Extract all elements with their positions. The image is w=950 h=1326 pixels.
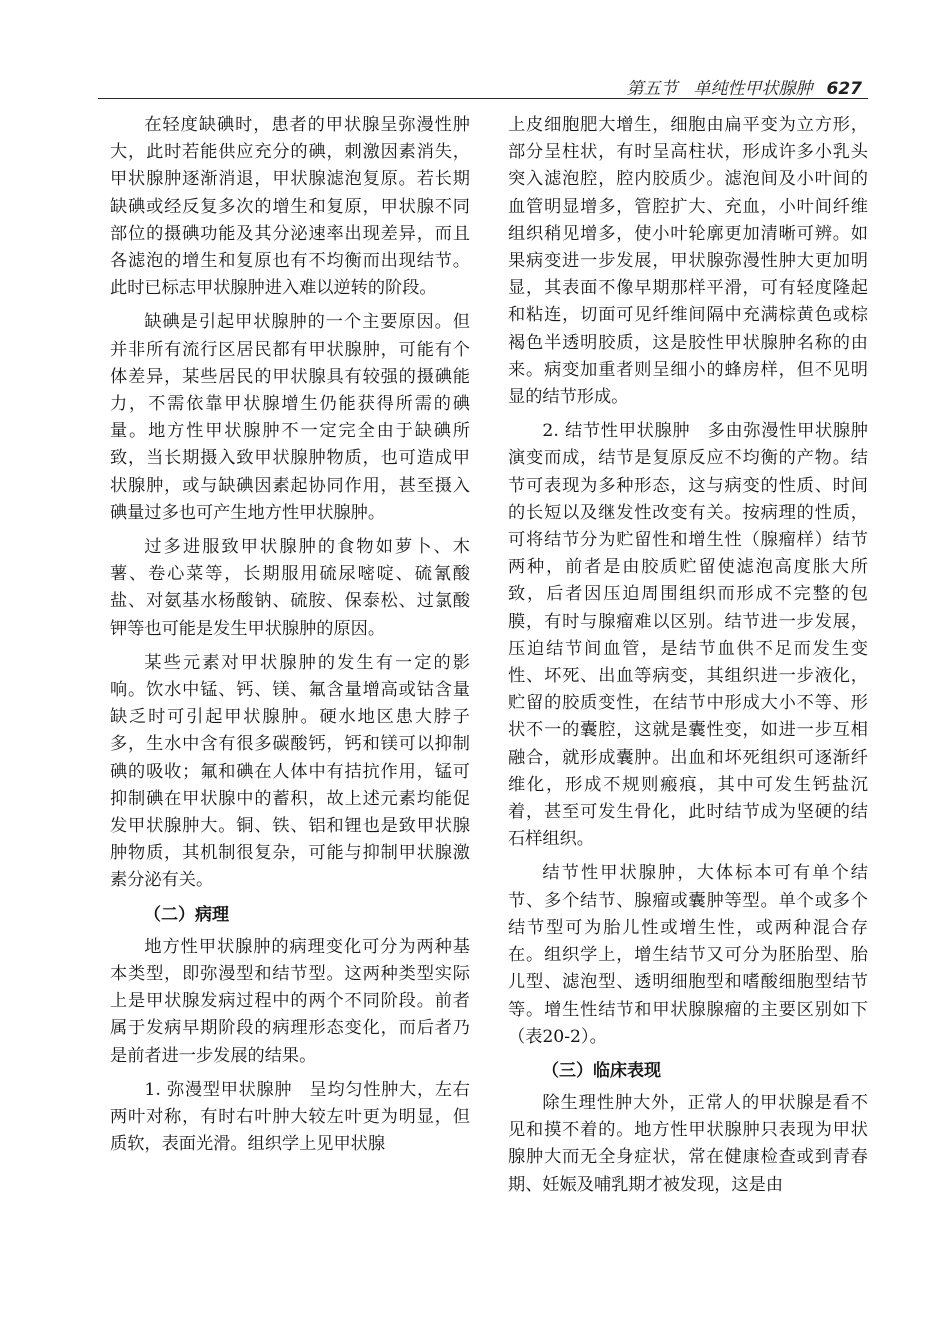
header-title: 单纯性甲状腺肿 xyxy=(693,79,813,99)
left-column xyxy=(110,112,470,1165)
page-number: 627 xyxy=(826,79,862,99)
paragraph: 上皮细胞肥大增生，细胞由扁平变为立方形，部分呈柱状，有时呈高柱状，形成许多小乳头突入滤泡腔，腔内胶质少。滤泡间及小叶间的血管明显增多，管腔扩大、充血，小叶间纤维组织稍见增多，使小叶轮廓更加清晰可辨。如果病变进一步发展，甲状腺弥漫性肿大更加明显，其表面不像早期那样平滑，可有轻度隆起和粘连，切面可见纤维间隔中充满棕黄色或棕褐色半透明胶质，这是胶性甲状腺肿名称的由来。病变加重者则呈细小的蜂房样，但不见明显的结节形成。 xyxy=(508,115,868,408)
paragraph: 除生理性肿大外，正常人的甲状腺是看不见和摸不着的。地方性甲状腺肿只表现为甲状腺肿大而无全身症状，常在健康检查或到青春期、妊娠及哺乳期才被发现，这是由 xyxy=(508,1092,868,1195)
paragraph: 缺碘是引起甲状腺肿的一个主要原因。但并非所有流行区居民都有甲状腺肿，可能有个体差异，某些居民的甲状腺具有较强的摄碘能力，不需依靠甲状腺增生仍能获得所需的碘量。地方性甲状腺肿不一定完全由于缺碘所致，当长期摄入致甲状腺肿物质，也可造成甲状腺肿，或与缺碘因素起协同作用，甚至摄入碘量过多也可产生地方性甲状腺肿。 xyxy=(110,312,470,523)
running-header xyxy=(98,72,868,99)
header-section: 第五节 xyxy=(626,79,678,99)
header-text xyxy=(627,74,863,99)
section-heading-clinical: （三）临床表现 xyxy=(542,1060,661,1081)
paragraph: 过多进服致甲状腺肿的食物如萝卜、木薯、卷心菜等，长期服用硫尿嘧啶、硫氰酸盐、对氨基水杨酸钠、硫胺、保泰松、过氯酸钾等也可能是发生甲状腺肿的原因。 xyxy=(110,537,470,639)
right-column xyxy=(508,112,868,1206)
paragraph: 地方性甲状腺肿的病理变化可分为两种基本类型，即弥漫型和结节型。这两种类型实际上是甲状腺发病过程中的两个不同阶段。前者属于发病早期阶段的病理形态变化，而后者乃是前者进一步发展的结果。 xyxy=(110,936,470,1066)
paragraph: 结节性甲状腺肿，大体标本可有单个结节、多个结节、腺瘤或囊肿等型。单个或多个结节型可为胎儿性或增生性，或两种混合存在。组织学上，增生结节又可分为胚胎型、胎儿型、滤泡型、透明细胞型和嗜酸细胞型结节等。增生性结节和甲状腺腺瘤的主要区别如下（表20-2）。 xyxy=(508,863,868,1047)
paragraph xyxy=(110,1077,470,1159)
section-heading-pathology: （二）病理 xyxy=(144,904,229,925)
paragraph xyxy=(508,418,868,853)
paragraph: 某些元素对甲状腺肿的发生有一定的影响。饮水中锰、钙、镁、氟含量增高或钴含量缺乏时可引起甲状腺肿。硬水地区患大脖子多，生水中含有很多碳酸钙，钙和镁可以抑制碘的吸收；氟和碘在人体中有拮抗作用，锰可抑制碘在甲状腺中的蓄积，故上述元素均能促发甲状腺肿大。铜、铁、铝和锂也是致甲状腺肿物质，其机制很复杂，可能与抑制甲状腺激素分泌有关。 xyxy=(110,652,470,891)
subheading-diffuse-goiter: 1. 弥漫型甲状腺肿 xyxy=(144,1079,293,1100)
paragraph: 在轻度缺碘时，患者的甲状腺呈弥漫性肿大，此时若能供应充分的碘，刺激因素消失，甲状腺肿逐渐消退，甲状腺滤泡复原。若长期缺碘或经反复多次的增生和复原，甲状腺不同部位的摄碘功能及其分泌速率出现差异，而且各滤泡的增生和复原也有不均衡而出现结节。此时已标志甲状腺肿进入难以逆转的阶段。 xyxy=(110,115,470,299)
paragraph-text: 多由弥漫性甲状腺肿演变而成，结节是复原反应不均衡的产物。结节可表现为多种形态，这与病变的性质、时间的长短以及继发性改变有关。按病理的性质，可将结节分为贮留性和增生性（腺瘤样）结节两种，前者是由胶质贮留使滤泡高度胀大所致，后者因压迫周围组织而形成不完整的包膜，有时与腺瘤难以区别。结节进一步发展，压迫结节间血管，是结节血供不足而发生变性、坏死、出血等病变，其组织进一步液化，贮留的胶质变性，在结节中形成大小不等、形状不一的囊腔，这就是囊性变，如进一步互相融合，就形成囊肿。出血和坏死组织可逐渐纤维化，形成不规则瘢痕，其中可发生钙盐沉着，甚至可发生骨化，此时结节成为坚硬的结石样组织。 xyxy=(508,421,868,850)
subheading-nodular-goiter: 2. 结节性甲状腺肿 xyxy=(542,421,691,442)
paragraph-text: 呈均匀性肿大，左右两叶对称，有时右叶肿大较左叶更为明显，但质软，表面光滑。组织学上见甲状腺 xyxy=(110,1079,470,1155)
